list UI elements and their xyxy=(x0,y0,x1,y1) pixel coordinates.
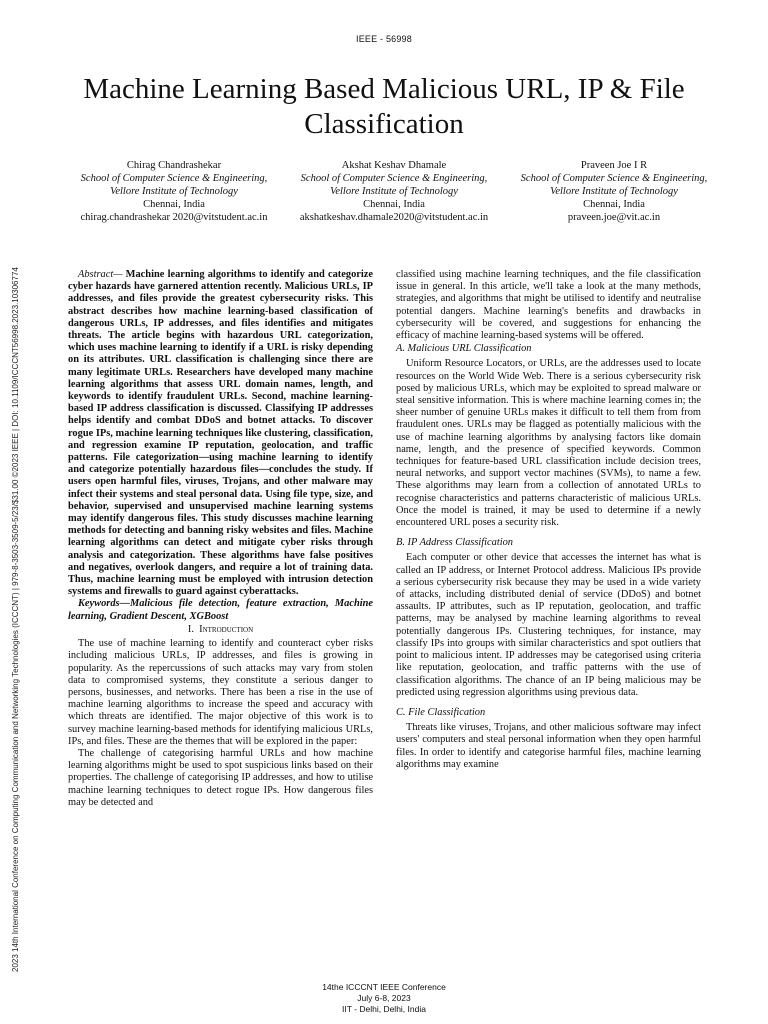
abstract xyxy=(68,269,373,598)
author-department: School of Computer Science & Engineering, xyxy=(520,173,708,184)
subsection-heading-c: C. File Classification xyxy=(396,706,486,718)
intro-paragraph-2: The challenge of categorising harmful URLs and how machine learning algorithms might be used to spot suspicious links based on their properties. The challenge of categorising IP addresses, and how to utilise machine learning techniques to detect rogue IPs. How dangerous files may be detected and xyxy=(68,747,373,808)
author-3 xyxy=(504,159,724,224)
side-citation-text: 2023 14th International Conference on Computing Communication and Networking Technologies (ICCCNT) | 979-8-3503-3509-5/23/$31.00 ©2023 IEEE | DOI: 10.1109/ICCCNT56998.2023.10306774 xyxy=(11,267,20,972)
author-name: Praveen Joe I R xyxy=(580,160,648,171)
author-department: School of Computer Science & Engineering, xyxy=(80,173,268,184)
footer-dates: July 6-8, 2023 xyxy=(357,993,411,1003)
subsection-c-text: Threats like viruses, Trojans, and other malicious software may infect users' computers and steal personal information when they open harmful files. In order to identify and categorise harmful files, machine learning algorithms may examine xyxy=(396,722,701,770)
author-name: Chirag Chandrashekar xyxy=(126,160,222,171)
intro-paragraph-continued: classified using machine learning techniques, and the file classification issue in general. In this article, we'll take a look at the many methods, strategies, and algorithms that might be utilised to identify and neutralise potential dangers. Machine learning's benefits and drawbacks in cybersecurity will be covered, and suggestions for enhancing the efficacy of machine learning-based systems will be offered. xyxy=(396,269,701,342)
author-location: Chennai, India xyxy=(143,199,205,210)
paper-title: Machine Learning Based Malicious URL, IP & File Classification xyxy=(83,73,685,140)
subsection-heading-a: A. Malicious URL Classification xyxy=(396,343,532,355)
header-id: IEEE - 56998 xyxy=(356,34,412,44)
abstract-text: Machine learning algorithms to identify and categorize cyber hazards have garnered attention recently. Malicious URLs, IP addresses, and files provide the greatest cybersecurity risks. This abstract describes how machine learning-based classification of dangerous URLs, IP addresses, and files identifies and mitigates threats. The article begins with hazardous URL categorization, which uses machine learning to identify if a URL is risky depending on its attributes. URL classification is challenging since there are many legitimate URLs. Researchers have developed many machine learning algorithms that assess URL domain names, length, and keywords to identify fraudulent URLs. Second, machine learning-based IP address classification is discussed. Classifying IP addresses helps identify and combat DDoS and botnet attacks. To discover rogue IPs, machine learning techniques like clustering, classification, and regression examine IP reputation, geolocation, and traffic patterns. File categorization—using machine learning to identify and categorize potentially hazardous files—concludes the study. If users open harmful files, viruses, Trojans, and other malware may infect their systems and steal personal data. Using file type, size, and behavior, supervised and unsupervised machine learning systems may identify dangerous files. This study discusses machine learning methods for detecting and banning risky websites and files. Machine learning algorithms can detect and mitigate cyber risks through analysis and categorization. These algorithms have false positives and negatives, overlook dangers, and require a lot of training data. Thus, machine learning must be employed with intrusion detection systems and firewalls to guard against cyberattacks. xyxy=(68,269,373,598)
author-email: akshatkeshav.dhamale2020@vitstudent.ac.in xyxy=(299,212,489,223)
author-institution: Vellore Institute of Technology xyxy=(110,186,238,197)
side-citation-strip xyxy=(8,92,26,972)
author-institution: Vellore Institute of Technology xyxy=(550,186,678,197)
section-number: I. xyxy=(187,623,194,635)
author-block xyxy=(64,159,724,224)
keywords xyxy=(68,598,373,622)
keywords-label: Keywords— xyxy=(78,598,130,610)
footer-venue: IIT - Delhi, Delhi, India xyxy=(342,1004,426,1014)
left-column xyxy=(68,269,373,809)
conference-footer xyxy=(0,982,768,1015)
author-location: Chennai, India xyxy=(363,199,425,210)
right-column xyxy=(396,269,701,771)
section-heading-introduction xyxy=(68,624,373,636)
author-institution: Vellore Institute of Technology xyxy=(330,186,458,197)
author-name: Akshat Keshav Dhamale xyxy=(341,160,447,171)
section-title: Introduction xyxy=(199,623,254,635)
abstract-label: Abstract— xyxy=(78,269,123,280)
intro-paragraph-1: The use of machine learning to identify and counteract cyber risks including malicious URLs, IP addresses, and files is growing in popularity. As the repercussions of such attacks may vary from stolen data to compromised systems, they constitute a serious danger to persons, businesses, and networks. There has been a rise in the use of machine learning algorithms to increase the speed and accuracy with which threats are identified. The major objective of this work is to survey machine learning-based methods for identifying malicious URLs, IPs, and files. These are the themes that will be explored in the paper: xyxy=(68,638,373,747)
author-department: School of Computer Science & Engineering, xyxy=(300,173,488,184)
keywords-text: Malicious file detection, feature extraction, Machine learning, Gradient Descent, XGBoost xyxy=(68,598,373,622)
author-location: Chennai, India xyxy=(583,199,645,210)
subsection-heading-b: B. IP Address Classification xyxy=(396,537,513,549)
author-2 xyxy=(284,159,504,224)
subsection-b-text: Each computer or other device that accesses the internet has what is called an IP address, or Internet Protocol address. Malicious IPs provide a serious cybersecurity risk because they may be used in a wide variety of attacks, including distributed denial of service (DDoS) and botnet assaults. IP attributes, such as IP reputation, geolocation, and traffic patterns, may be analysed by machine learning algorithms to reveal potentially dangerous IPs. Clustering techniques, for instance, may classify IPs into groups with similar characteristics and spot outliers that point to malicious intent. IP addresses may be categorised using criteria like reputation, geolocation, and traffic patterns with the use of classification algorithms. The chance of an IP being malicious may be predicted using regression algorithms using previous data. xyxy=(396,552,701,698)
author-1 xyxy=(64,159,284,224)
author-email: praveen.joe@vit.ac.in xyxy=(567,212,661,223)
footer-conference: 14the ICCCNT IEEE Conference xyxy=(322,982,446,992)
subsection-a-text: Uniform Resource Locators, or URLs, are the addresses used to locate resources on the World Wide Web. There is a serious cybersecurity risk posed by malicious URLs, which may be exploited to spread malware or steal sensitive information. This is where machine learning comes in; the sheer number of genuine URLs makes it difficult to tell them from from fraudulent ones. URLs may be flagged as potentially malicious with the use of machine learning algorithms by analysing factors like domain name, length, and the presence of specified keywords. Common techniques for feature-based URL classification include decision trees, neural networks, and support vector machines (SVMs), to name a few. These algorithms may learn from a collection of annotated URLs to recognise characteristics and patterns characteristic of malicious URLs. Once the model is trained, it may be used to determine if a newly encountered URL poses a security risk. xyxy=(396,358,701,529)
author-email: chirag.chandrashekar 2020@vitstudent.ac.in xyxy=(80,212,268,223)
